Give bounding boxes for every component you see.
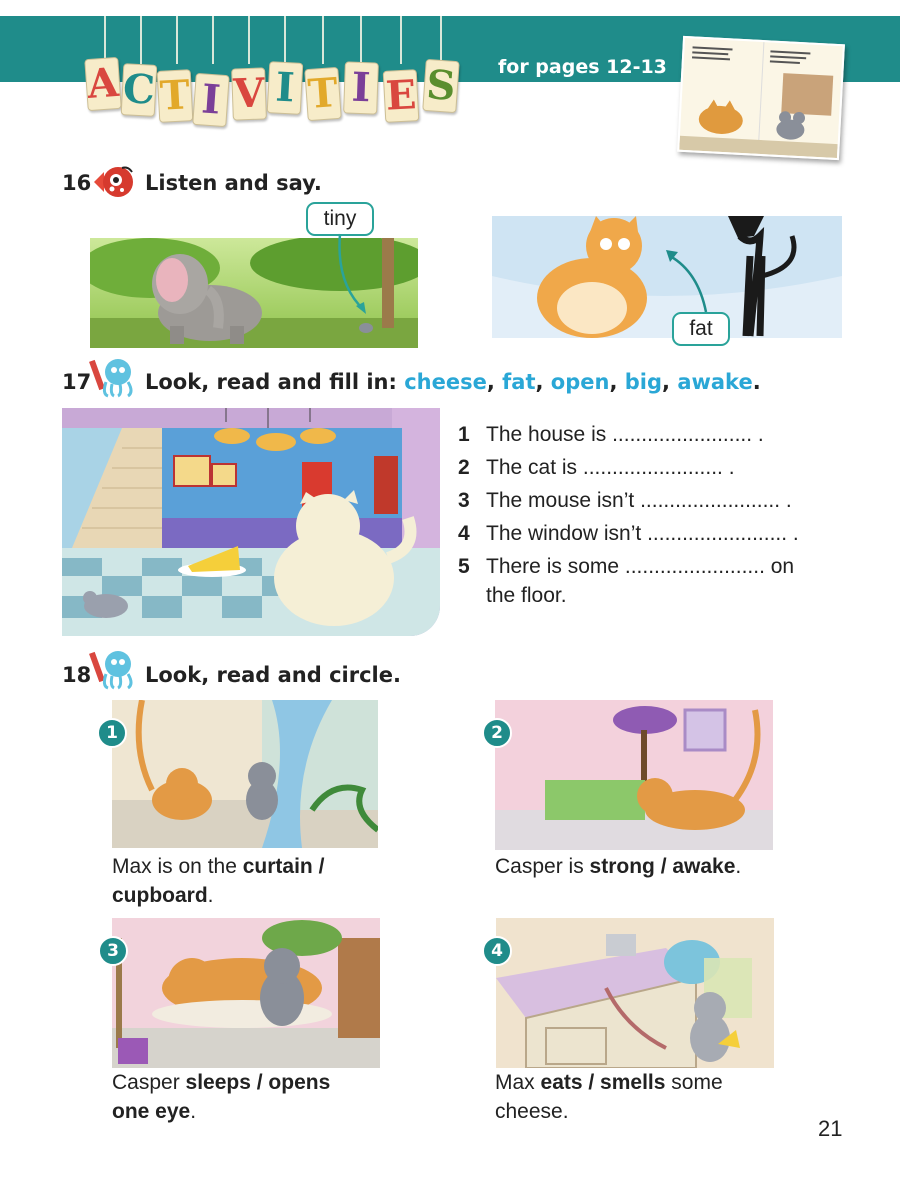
fill-in-item-4 (458, 522, 799, 546)
tiny-arrow-icon (330, 230, 370, 320)
caption-line-2: cheese. (495, 1100, 569, 1123)
story-thumbnail (677, 36, 845, 160)
item-sentence: The house is ........................ . (486, 423, 764, 446)
exercise-16-title: Listen and say. (145, 171, 322, 195)
casper-sleeping-picture (112, 918, 380, 1068)
title-letter: I (267, 61, 304, 115)
circle-choice[interactable]: eats / smells (540, 1071, 666, 1094)
word-open: open (550, 370, 610, 394)
caption-text: Max (495, 1071, 541, 1094)
fill-in-item-2 (458, 456, 735, 480)
title-end: . (752, 370, 761, 394)
title-letter: E (383, 69, 420, 123)
exercise-17-number: 17 (62, 370, 92, 394)
item-number-badge: 3 (98, 936, 128, 966)
title-letter: A (84, 57, 122, 111)
circle-choice-cont[interactable]: cupboard (112, 884, 208, 907)
fill-in-item-3 (458, 489, 792, 513)
max-curtain-picture (112, 700, 378, 848)
caption-4 (495, 1068, 815, 1126)
caption-3 (112, 1068, 432, 1126)
circle-choice[interactable]: sleeps / opens (185, 1071, 331, 1094)
caption-text: Max is on the (112, 855, 243, 878)
title-letter: V (231, 67, 267, 120)
item-number: 2 (458, 456, 470, 479)
fill-in-item-1 (458, 423, 764, 447)
caption-2 (495, 852, 815, 881)
item-sentence: There is some ........................ on (486, 555, 795, 578)
page-number: 21 (818, 1116, 843, 1141)
caption-text: Casper is (495, 855, 590, 878)
title-letter: T (304, 67, 342, 121)
circle-choice[interactable]: strong / awake (589, 855, 736, 878)
item-sentence: The window isn’t ........................ . (486, 522, 799, 545)
circle-choice-cont[interactable]: one eye (112, 1100, 191, 1123)
fat-speech-label: fat (672, 312, 730, 346)
title-letter: T (157, 69, 194, 123)
fill-in-item-5-continued: the floor. (486, 584, 567, 607)
exercise-18-number: 18 (62, 663, 92, 687)
word-fat: fat (502, 370, 536, 394)
caption-text: Casper (112, 1071, 186, 1094)
max-cheese-kitchen-picture (496, 918, 774, 1068)
item-number: 5 (458, 555, 470, 578)
octopus-pencil-icon (88, 648, 138, 690)
item-number-badge: 2 (482, 718, 512, 748)
title-letter: I (343, 61, 379, 114)
word-cheese: cheese (404, 370, 487, 394)
item-number-badge: 1 (97, 718, 127, 748)
exercise-16-number: 16 (62, 171, 92, 195)
item-number: 1 (458, 423, 470, 446)
for-pages-label: for pages 12-13 (498, 56, 667, 78)
item-number: 4 (458, 522, 470, 545)
word-separator: , (486, 370, 495, 394)
word-separator: , (535, 370, 544, 394)
circle-choice[interactable]: curtain / (242, 855, 325, 878)
item-sentence: The mouse isn’t ........................ . (486, 489, 792, 512)
exercise-17-instruction: Look, read and fill in: (145, 370, 397, 394)
tiny-speech-label: tiny (306, 202, 374, 236)
word-separator: , (662, 370, 670, 394)
listen-icon (92, 164, 136, 200)
fat-arrow-icon (656, 246, 716, 316)
caption-end: . (190, 1100, 197, 1123)
caption-end: . (207, 884, 214, 907)
caption-end: . (735, 855, 742, 878)
word-awake: awake (677, 370, 753, 394)
word-big: big (624, 370, 663, 394)
caption-1 (112, 852, 412, 910)
item-sentence: The cat is ........................ . (486, 456, 735, 479)
caption-text-cont: some (665, 1071, 723, 1094)
casper-awake-picture (495, 700, 773, 850)
item-number: 3 (458, 489, 470, 512)
kitchen-cat-cheese-picture (62, 408, 440, 636)
item-number-badge: 4 (482, 936, 512, 966)
word-separator: , (609, 370, 618, 394)
title-letter: C (121, 63, 158, 117)
exercise-17-title (145, 370, 761, 394)
title-letter: I (192, 73, 230, 127)
fill-in-item-5 (458, 555, 794, 579)
octopus-pencil-icon (88, 356, 138, 398)
exercise-18-title: Look, read and circle. (145, 663, 401, 687)
title-letter: S (422, 59, 460, 113)
